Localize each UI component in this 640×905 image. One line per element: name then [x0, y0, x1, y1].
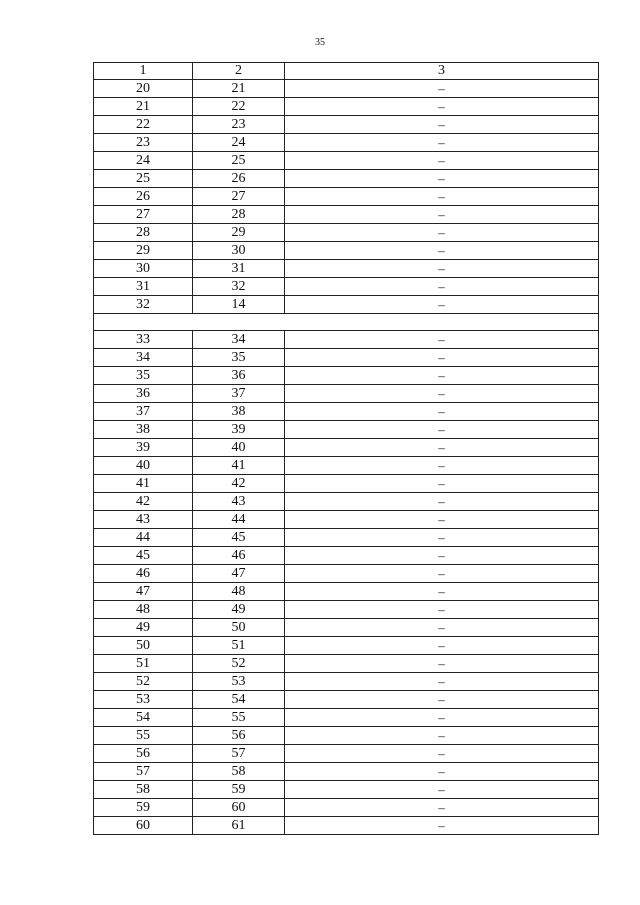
table-row: [94, 439, 599, 457]
table-cell-col-2: 48: [193, 583, 285, 601]
table-cell-col-1: 28: [94, 224, 193, 242]
data-table: [93, 62, 599, 835]
table-cell-col-1: 57: [94, 763, 193, 781]
table-cell-col-1: 52: [94, 673, 193, 691]
table-cell-col-3: –: [285, 799, 599, 817]
table-cell-col-1: 43: [94, 511, 193, 529]
table-row: [94, 260, 599, 278]
table-cell-col-3: –: [285, 349, 599, 367]
table-row: [94, 98, 599, 116]
table-cell-col-1: 20: [94, 80, 193, 98]
table-cell-col-3: –: [285, 655, 599, 673]
table-cell-col-1: 59: [94, 799, 193, 817]
table-cell-col-3: –: [285, 421, 599, 439]
table-cell-col-2: 58: [193, 763, 285, 781]
table-cell-col-2: 25: [193, 152, 285, 170]
table-cell-col-1: 35: [94, 367, 193, 385]
table-cell-col-1: 48: [94, 601, 193, 619]
table-cell-col-2: 35: [193, 349, 285, 367]
table-cell-col-2: 32: [193, 278, 285, 296]
table-cell-col-3: –: [285, 601, 599, 619]
table-row: [94, 547, 599, 565]
table-cell-col-1: 33: [94, 331, 193, 349]
table-cell-col-1: 53: [94, 691, 193, 709]
table-row: [94, 745, 599, 763]
table-cell-col-2: 27: [193, 188, 285, 206]
table-row: [94, 583, 599, 601]
table-cell-col-2: 44: [193, 511, 285, 529]
table-cell-col-3: –: [285, 80, 599, 98]
table-cell-col-3: –: [285, 727, 599, 745]
table-cell-col-3: –: [285, 637, 599, 655]
table-row: [94, 134, 599, 152]
table-header-row: [94, 63, 599, 80]
table-cell-col-1: 54: [94, 709, 193, 727]
table-cell-col-3: –: [285, 781, 599, 799]
table-cell-col-2: 45: [193, 529, 285, 547]
table-row: [94, 781, 599, 799]
table-row: [94, 421, 599, 439]
table-cell-col-3: –: [285, 278, 599, 296]
table-row: [94, 403, 599, 421]
table-cell-col-3: –: [285, 385, 599, 403]
table-cell-col-1: 23: [94, 134, 193, 152]
table-cell-col-2: 55: [193, 709, 285, 727]
table-cell-col-1: 29: [94, 242, 193, 260]
table-cell-col-1: 32: [94, 296, 193, 314]
table-cell-col-1: 55: [94, 727, 193, 745]
table-cell-col-3: –: [285, 116, 599, 134]
table-row: [94, 565, 599, 583]
table-cell-col-3: –: [285, 98, 599, 116]
table-cell-col-3: –: [285, 529, 599, 547]
table-cell-col-2: 56: [193, 727, 285, 745]
table-cell-col-2: 26: [193, 170, 285, 188]
table-cell-col-3: –: [285, 296, 599, 314]
table-row: [94, 278, 599, 296]
table-row: [94, 475, 599, 493]
table-cell-col-3: –: [285, 763, 599, 781]
table-cell-col-2: 53: [193, 673, 285, 691]
table-row: [94, 206, 599, 224]
table-cell-col-2: 37: [193, 385, 285, 403]
table-cell-col-2: 40: [193, 439, 285, 457]
table-cell-col-1: 41: [94, 475, 193, 493]
table-cell-col-2: 30: [193, 242, 285, 260]
table-cell-col-3: –: [285, 619, 599, 637]
table-cell-col-3: –: [285, 439, 599, 457]
table-cell-col-3: –: [285, 709, 599, 727]
table-row: [94, 493, 599, 511]
table-cell-col-1: 22: [94, 116, 193, 134]
table-cell-col-1: 24: [94, 152, 193, 170]
table-cell-col-3: –: [285, 170, 599, 188]
column-header-1: 1: [94, 63, 193, 80]
table-cell-col-3: –: [285, 134, 599, 152]
table-cell-col-1: 38: [94, 421, 193, 439]
column-header-3: 3: [285, 63, 599, 80]
table-cell-col-1: 47: [94, 583, 193, 601]
table-row: [94, 457, 599, 475]
table-cell-col-3: –: [285, 817, 599, 835]
table-row: [94, 116, 599, 134]
table-cell-col-3: –: [285, 547, 599, 565]
table-cell-col-1: 44: [94, 529, 193, 547]
table-row: [94, 80, 599, 98]
table-row: [94, 691, 599, 709]
table-cell-col-3: –: [285, 493, 599, 511]
table-cell-col-1: 49: [94, 619, 193, 637]
table-cell-col-3: –: [285, 206, 599, 224]
table-row: [94, 170, 599, 188]
table-cell-col-2: 51: [193, 637, 285, 655]
table-cell-col-2: 36: [193, 367, 285, 385]
table-cell-col-2: 47: [193, 565, 285, 583]
table-cell-col-1: 58: [94, 781, 193, 799]
table-cell-col-2: 22: [193, 98, 285, 116]
table-cell-col-1: 42: [94, 493, 193, 511]
table-row: [94, 637, 599, 655]
table-cell-col-3: –: [285, 331, 599, 349]
table-row: [94, 242, 599, 260]
table-row: [94, 817, 599, 835]
table-cell-col-2: 52: [193, 655, 285, 673]
table-cell-col-1: 39: [94, 439, 193, 457]
table-cell-col-1: 60: [94, 817, 193, 835]
table-cell-col-1: 45: [94, 547, 193, 565]
table-row: [94, 673, 599, 691]
table-cell-col-2: 57: [193, 745, 285, 763]
table-cell-col-2: 14: [193, 296, 285, 314]
table-cell-col-3: –: [285, 691, 599, 709]
table-cell-col-3: –: [285, 511, 599, 529]
table-row: [94, 224, 599, 242]
table-cell-col-3: –: [285, 152, 599, 170]
table-cell-col-2: 21: [193, 80, 285, 98]
table-row: [94, 763, 599, 781]
table-row: [94, 727, 599, 745]
table-cell-col-2: 31: [193, 260, 285, 278]
table-row: [94, 529, 599, 547]
table-cell-col-1: 25: [94, 170, 193, 188]
table-row: [94, 367, 599, 385]
table-cell-col-1: 37: [94, 403, 193, 421]
table-cell-col-1: 36: [94, 385, 193, 403]
table-cell-col-2: 59: [193, 781, 285, 799]
table-cell-col-2: 61: [193, 817, 285, 835]
table-cell-col-2: 50: [193, 619, 285, 637]
table-cell-col-3: –: [285, 403, 599, 421]
column-header-2: 2: [193, 63, 285, 80]
table-cell-col-1: 34: [94, 349, 193, 367]
table-cell-col-1: 40: [94, 457, 193, 475]
table-cell-col-3: –: [285, 367, 599, 385]
section-break-row: [94, 314, 599, 331]
table-cell-col-2: 38: [193, 403, 285, 421]
table-cell-col-1: 56: [94, 745, 193, 763]
table-row: [94, 152, 599, 170]
table-row: [94, 296, 599, 314]
table-cell-col-3: –: [285, 260, 599, 278]
table-cell-col-1: 21: [94, 98, 193, 116]
table-cell-col-1: 27: [94, 206, 193, 224]
table-row: [94, 511, 599, 529]
table-cell-col-2: 43: [193, 493, 285, 511]
table-cell-col-2: 41: [193, 457, 285, 475]
table-cell-col-2: 54: [193, 691, 285, 709]
table-row: [94, 385, 599, 403]
table-cell-col-2: 23: [193, 116, 285, 134]
table-cell-col-2: 42: [193, 475, 285, 493]
table-cell-col-1: 31: [94, 278, 193, 296]
table-cell-col-3: –: [285, 242, 599, 260]
table-cell-col-3: –: [285, 583, 599, 601]
table-cell-col-1: 30: [94, 260, 193, 278]
table-cell-col-2: 49: [193, 601, 285, 619]
table-row: [94, 331, 599, 349]
table-cell-col-3: –: [285, 224, 599, 242]
table-cell-col-3: –: [285, 475, 599, 493]
table-cell-col-1: 51: [94, 655, 193, 673]
page-number: 35: [315, 37, 325, 48]
table-cell-col-2: 39: [193, 421, 285, 439]
table-cell-col-2: 34: [193, 331, 285, 349]
table-cell-col-3: –: [285, 673, 599, 691]
table-body: [94, 63, 599, 835]
table-cell-col-3: –: [285, 565, 599, 583]
table-row: [94, 601, 599, 619]
table-cell-col-2: 29: [193, 224, 285, 242]
table-cell-col-1: 26: [94, 188, 193, 206]
table-row: [94, 349, 599, 367]
table-cell-col-2: 28: [193, 206, 285, 224]
table-row: [94, 709, 599, 727]
table-row: [94, 655, 599, 673]
table-row: [94, 799, 599, 817]
table-cell-col-2: 60: [193, 799, 285, 817]
table-cell-col-2: 46: [193, 547, 285, 565]
table-cell-col-3: –: [285, 457, 599, 475]
table-cell-col-1: 50: [94, 637, 193, 655]
table-cell-col-3: –: [285, 745, 599, 763]
section-break-cell: [94, 314, 599, 331]
table-row: [94, 619, 599, 637]
table-cell-col-3: –: [285, 188, 599, 206]
table-cell-col-1: 46: [94, 565, 193, 583]
table-row: [94, 188, 599, 206]
table-cell-col-2: 24: [193, 134, 285, 152]
